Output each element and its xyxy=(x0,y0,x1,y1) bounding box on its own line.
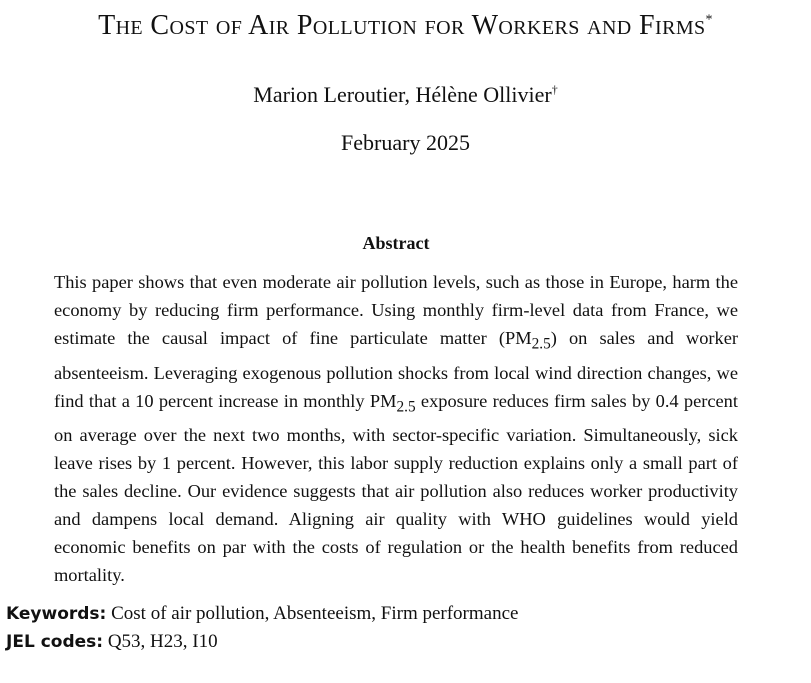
paper-title-text: The Cost of Air Pollution for Workers and Firms xyxy=(98,10,706,41)
abstract-part-2: ) on sales and worker absenteeism. Leveraging exogenous pollution shocks from local wind direction changes, we find that a 10 percent increase in monthly PM xyxy=(54,328,738,411)
authors-footnote-mark: † xyxy=(551,82,558,97)
keywords-line xyxy=(6,600,518,628)
abstract-body xyxy=(54,268,738,589)
paper-title xyxy=(0,10,811,42)
keywords-value: Cost of air pollution, Absenteeism, Firm performance xyxy=(111,603,519,624)
keywords-block xyxy=(6,600,518,656)
jel-value: Q53, H23, I10 xyxy=(107,631,218,652)
jel-label: JEL codes: xyxy=(6,632,104,652)
abstract-heading: Abstract xyxy=(362,233,430,253)
abstract-part-1: This paper shows that even moderate air pollution levels, such as those in Europe, harm the economy by reducing firm performance. Using monthly firm-level data from France, we estimate the causal impact of fine particulate matter (PM xyxy=(54,272,738,348)
title-footnote-mark: * xyxy=(705,12,713,28)
authors-text: Marion Leroutier, Hélène Ollivier xyxy=(253,82,552,107)
abstract-part-3: exposure reduces firm sales by 0.4 percent on average over the next two months, with sector-specific variation. Simultaneously, sick leave rises by 1 percent. However, this labor supply reduction explains only a small part of the sales decline. Our evidence suggests that air pollution also reduces worker productivity and dampens local demand. Aligning air quality with WHO guidelines would yield economic benefits on par with the costs of regulation or the health benefits from reduced mortality. xyxy=(54,390,738,586)
abstract-subscript-2: 2.5 xyxy=(396,398,416,416)
abstract-subscript-1: 2.5 xyxy=(531,335,551,353)
publication-date: February 2025 xyxy=(341,130,470,155)
authors xyxy=(0,82,811,108)
keywords-label: Keywords: xyxy=(6,604,107,624)
jel-line xyxy=(6,628,518,656)
